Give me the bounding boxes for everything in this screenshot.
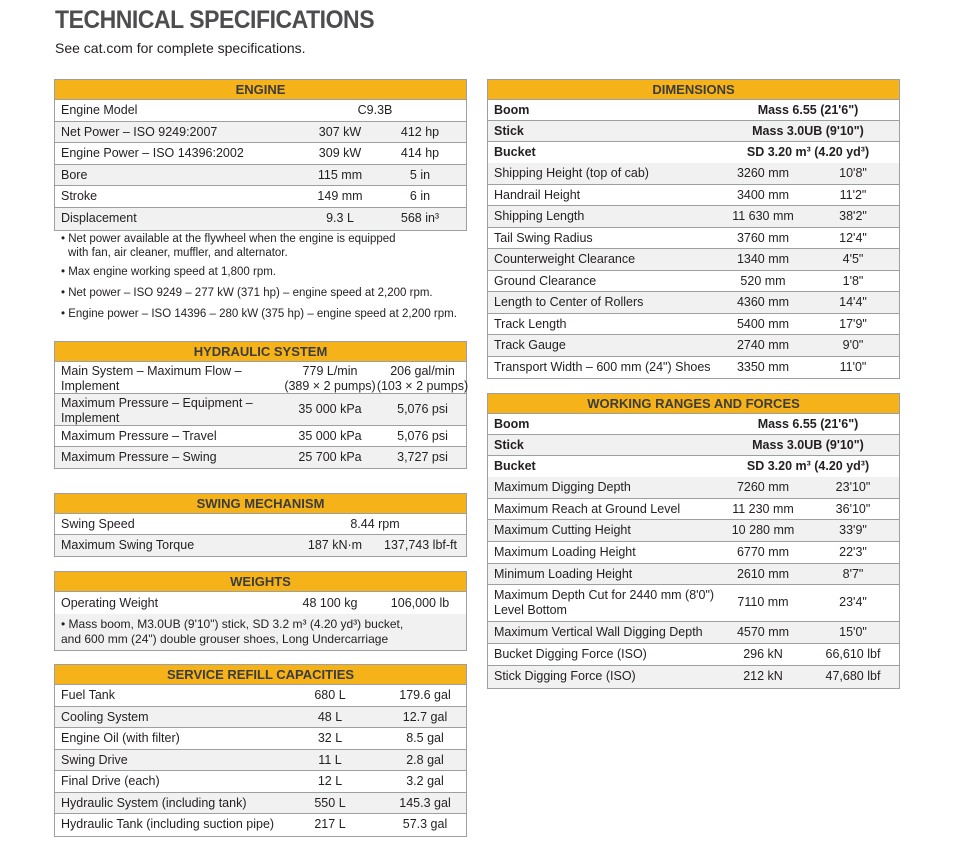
config-value: SD 3.20 m³ (4.20 yd³): [746, 145, 870, 159]
engine-row: [55, 100, 466, 122]
row-label: Ground Clearance: [494, 273, 597, 288]
row-value: C9.3B: [357, 103, 393, 117]
config-label: Bucket: [494, 459, 536, 473]
dimensions-row: [488, 357, 899, 379]
row-label: Operating Weight: [61, 596, 159, 610]
config-label: Boom: [494, 103, 530, 117]
row-metric: 25 700 kPa: [298, 450, 362, 464]
row-imperial: 414 hp: [400, 146, 440, 161]
row-label: Shipping Length: [494, 209, 585, 223]
row-label: Main System – Maximum Flow – Implement: [61, 364, 242, 393]
row-imperial: 8'7": [842, 566, 864, 581]
page-title: TECHNICAL SPECIFICATIONS: [55, 6, 375, 34]
service-row: [55, 750, 466, 772]
row-label: Hydraulic System (including tank): [61, 795, 247, 810]
row-label: Engine Power – ISO 14396:2002: [61, 146, 244, 161]
row-label: Maximum Loading Height: [494, 545, 636, 560]
row-label: Maximum Reach at Ground Level: [494, 501, 681, 516]
dimensions-row: [488, 292, 899, 314]
config-label: Boom: [494, 417, 530, 431]
row-imperial: 12.7 gal: [402, 709, 448, 724]
row-metric: 3350 mm: [736, 359, 790, 374]
row-imperial: 66,610 lbf: [825, 647, 881, 662]
working-row: [488, 622, 899, 644]
row-label: Hydraulic Tank (including suction pipe): [61, 817, 275, 831]
row-metric: 680 L: [314, 688, 346, 702]
dimensions-row: [488, 163, 899, 185]
row-label: Cooling System: [61, 709, 149, 724]
row-metric: 2610 mm: [736, 566, 790, 581]
service-row: [55, 707, 466, 729]
dimensions-row: [488, 314, 899, 336]
engine-note-3: • Net power – ISO 9249 – 277 kW (371 hp) – engine speed at 2,200 rpm.: [61, 287, 433, 299]
row-imperial: 106,000 lb: [390, 596, 450, 610]
row-imperial: 6 in: [409, 189, 431, 204]
dimensions-row: [488, 249, 899, 271]
service-section: [54, 664, 467, 837]
swing-section: [54, 493, 467, 557]
working-section: [487, 393, 900, 689]
engine-row: [55, 165, 466, 187]
row-label: Engine Model: [61, 103, 138, 117]
row-imperial: 568 in³: [400, 210, 440, 225]
engine-row: [55, 143, 466, 165]
service-row: [55, 793, 466, 815]
config-label: Bucket: [494, 145, 536, 159]
config-label: Stick: [494, 438, 524, 452]
service-row: [55, 728, 466, 750]
row-metric: 11 L: [318, 752, 342, 767]
engine-note-1: • Net power available at the flywheel when the engine is equipped with fan, air cleaner, muffler, and alternator.: [61, 233, 396, 259]
row-label: Swing Speed: [61, 517, 135, 531]
service-row: [55, 771, 466, 793]
hydraulic-section: [54, 341, 467, 469]
row-metric: 149 mm: [317, 189, 363, 204]
row-imperial: 17'9": [839, 316, 867, 331]
row-metric: 212 kN: [743, 668, 783, 683]
dimensions-row: [488, 206, 899, 228]
row-imperial: 36'10": [835, 501, 871, 516]
working-config-row: [488, 414, 899, 435]
row-label: Stick Digging Force (ISO): [494, 668, 636, 683]
row-label: Transport Width – 600 mm (24") Shoes: [494, 359, 711, 374]
dimensions-row: [488, 271, 899, 293]
row-metric: 2740 mm: [736, 338, 790, 352]
row-imperial: 15'0": [839, 625, 867, 640]
row-label: Bucket Digging Force (ISO): [494, 647, 647, 662]
row-metric: 520 mm: [740, 273, 786, 288]
row-label: Swing Drive: [61, 752, 128, 767]
row-label: Maximum Depth Cut for 2440 mm (8'0") Level Bottom: [494, 588, 715, 618]
row-metric: 217 L: [314, 817, 346, 831]
row-imperial: 47,680 lbf: [825, 668, 881, 683]
engine-row: [55, 122, 466, 144]
row-label: Final Drive (each): [61, 774, 160, 788]
row-label: Net Power – ISO 9249:2007: [61, 124, 218, 139]
hydraulic-row: [55, 394, 466, 426]
row-imperial: 9'0": [842, 338, 864, 352]
hydraulic-heading: HYDRAULIC SYSTEM: [55, 342, 466, 362]
swing-row: [55, 514, 466, 535]
config-label: Stick: [494, 124, 524, 138]
row-imperial: 8.5 gal: [406, 731, 444, 745]
hydraulic-row: [55, 426, 466, 447]
working-row: [488, 666, 899, 688]
row-imperial: 38'2": [839, 209, 867, 223]
page-subtitle: See cat.com for complete specifications.: [55, 40, 306, 56]
row-imperial: 23'10": [835, 480, 871, 494]
row-label: Bore: [61, 167, 88, 182]
row-value: 8.44 rpm: [350, 517, 400, 531]
row-imperial: 11'2": [839, 187, 867, 202]
row-label: Minimum Loading Height: [494, 566, 633, 581]
row-imperial: 1'8": [842, 273, 864, 288]
row-metric: 35 000 kPa: [298, 402, 362, 416]
row-label: Counterweight Clearance: [494, 252, 636, 266]
dimensions-row: [488, 228, 899, 250]
row-imperial: 22'3": [839, 545, 867, 560]
dimensions-section: [487, 79, 900, 379]
row-label: Shipping Height (top of cab): [494, 166, 649, 180]
row-imperial: 14'4": [839, 295, 867, 309]
service-row: [55, 685, 466, 707]
row-label: Displacement: [61, 210, 137, 225]
row-imperial: 10'8": [839, 166, 867, 180]
row-metric: 6770 mm: [736, 545, 790, 560]
engine-heading: ENGINE: [55, 80, 466, 100]
weights-heading: WEIGHTS: [55, 572, 466, 592]
row-imperial: 23'4": [839, 595, 867, 610]
row-metric: 48 L: [317, 709, 343, 724]
row-label: Maximum Cutting Height: [494, 523, 631, 538]
row-imperial: 145.3 gal: [399, 795, 451, 810]
row-metric: 4570 mm: [736, 625, 790, 640]
row-metric: 307 kW: [318, 124, 362, 139]
row-metric: 3260 mm: [736, 166, 790, 180]
swing-heading: SWING MECHANISM: [55, 494, 466, 514]
row-metric: 5400 mm: [736, 316, 790, 331]
row-imperial: 33'9": [839, 523, 867, 538]
row-metric: 4360 mm: [736, 295, 790, 309]
engine-section: [54, 79, 467, 231]
dimensions-config-row: [488, 100, 899, 121]
working-row: [488, 585, 899, 622]
row-metric: 48 100 kg: [302, 596, 358, 610]
working-row: [488, 644, 899, 666]
row-imperial: 137,743 lbf-ft: [384, 538, 457, 552]
row-imperial: 12'4": [839, 230, 867, 245]
row-imperial: 179.6 gal: [399, 688, 451, 702]
engine-notes: [61, 232, 466, 328]
working-heading: WORKING RANGES AND FORCES: [488, 394, 899, 414]
row-metric: 1340 mm: [736, 252, 790, 266]
row-imperial: 5 in: [409, 167, 431, 182]
row-metric: 309 kW: [318, 146, 362, 161]
row-metric: 9.3 L: [326, 210, 354, 225]
dimensions-heading: DIMENSIONS: [488, 80, 899, 100]
row-metric: 7260 mm: [736, 480, 790, 494]
row-label: Engine Oil (with filter): [61, 731, 180, 745]
row-imperial: 5,076 psi: [397, 402, 448, 416]
config-value: SD 3.20 m³ (4.20 yd³): [746, 459, 870, 473]
config-value: Mass 3.0UB (9'10"): [752, 438, 864, 452]
row-imperial: 4'5": [842, 252, 864, 266]
row-label: Maximum Digging Depth: [494, 480, 631, 494]
config-value: Mass 6.55 (21'6"): [757, 103, 859, 117]
row-label: Fuel Tank: [61, 688, 115, 702]
row-metric: 3760 mm: [736, 230, 790, 245]
row-metric: 115 mm: [317, 167, 363, 182]
row-label: Maximum Pressure – Travel: [61, 429, 217, 443]
config-value: Mass 3.0UB (9'10"): [752, 124, 864, 138]
dimensions-config-row: [488, 142, 899, 163]
row-label: Maximum Pressure – Swing: [61, 450, 217, 464]
engine-note-2: • Max engine working speed at 1,800 rpm.: [61, 266, 276, 278]
engine-row: [55, 186, 466, 208]
row-imperial: 3,727 psi: [397, 450, 448, 464]
working-row: [488, 499, 899, 521]
weights-row: [55, 592, 466, 614]
row-metric: 7110 mm: [737, 595, 789, 610]
dimensions-config-row: [488, 121, 899, 142]
engine-row: [55, 208, 466, 230]
dimensions-row: [488, 335, 899, 357]
row-label: Stroke: [61, 189, 98, 204]
row-imperial: 2.8 gal: [406, 752, 444, 767]
row-metric: 12 L: [317, 774, 343, 788]
working-row: [488, 564, 899, 586]
swing-row: [55, 535, 466, 556]
row-imperial: 11'0": [839, 359, 867, 374]
weights-section: [54, 571, 467, 651]
row-label: Track Length: [494, 316, 567, 331]
weights-note: • Mass boom, M3.0UB (9'10") stick, SD 3.2 m³ (4.20 yd³) bucket, and 600 mm (24") double grouser shoes, Long Undercarriage: [55, 614, 466, 650]
row-label: Length to Center of Rollers: [494, 295, 644, 309]
engine-note-4: • Engine power – ISO 14396 – 280 kW (375 hp) – engine speed at 2,200 rpm.: [61, 308, 457, 320]
row-metric: 187 kN·m: [307, 538, 363, 552]
row-imperial: 57.3 gal: [402, 817, 448, 831]
row-metric: 3400 mm: [736, 187, 790, 202]
row-metric: 11 230 mm: [732, 501, 794, 516]
row-imperial: 3.2 gal: [406, 774, 444, 788]
row-label: Maximum Vertical Wall Digging Depth: [494, 625, 703, 640]
row-imperial: 206 gal/min (103 × 2 pumps): [376, 364, 469, 393]
working-config-row: [488, 435, 899, 456]
row-metric: 10 280 mm: [731, 523, 795, 538]
row-metric: 35 000 kPa: [298, 429, 362, 443]
config-value: Mass 6.55 (21'6"): [757, 417, 859, 431]
working-row: [488, 542, 899, 564]
working-row: [488, 520, 899, 542]
hydraulic-row: [55, 447, 466, 468]
row-metric: 11 630 mm: [732, 209, 794, 223]
hydraulic-row: [55, 362, 469, 394]
row-imperial: 412 hp: [400, 124, 440, 139]
service-row: [55, 814, 466, 836]
dimensions-row: [488, 185, 899, 207]
row-label: Maximum Pressure – Equipment – Implement: [61, 396, 253, 425]
row-label: Tail Swing Radius: [494, 230, 593, 245]
working-config-row: [488, 456, 899, 477]
row-label: Handrail Height: [494, 187, 581, 202]
row-label: Track Gauge: [494, 338, 566, 352]
row-metric: 550 L: [314, 795, 346, 810]
row-metric: 32 L: [317, 731, 343, 745]
row-label: Maximum Swing Torque: [61, 538, 195, 552]
row-imperial: 5,076 psi: [397, 429, 448, 443]
row-metric: 779 L/min (389 × 2 pumps): [284, 364, 376, 393]
working-row: [488, 477, 899, 499]
row-metric: 296 kN: [743, 647, 783, 662]
service-heading: SERVICE REFILL CAPACITIES: [55, 665, 466, 685]
